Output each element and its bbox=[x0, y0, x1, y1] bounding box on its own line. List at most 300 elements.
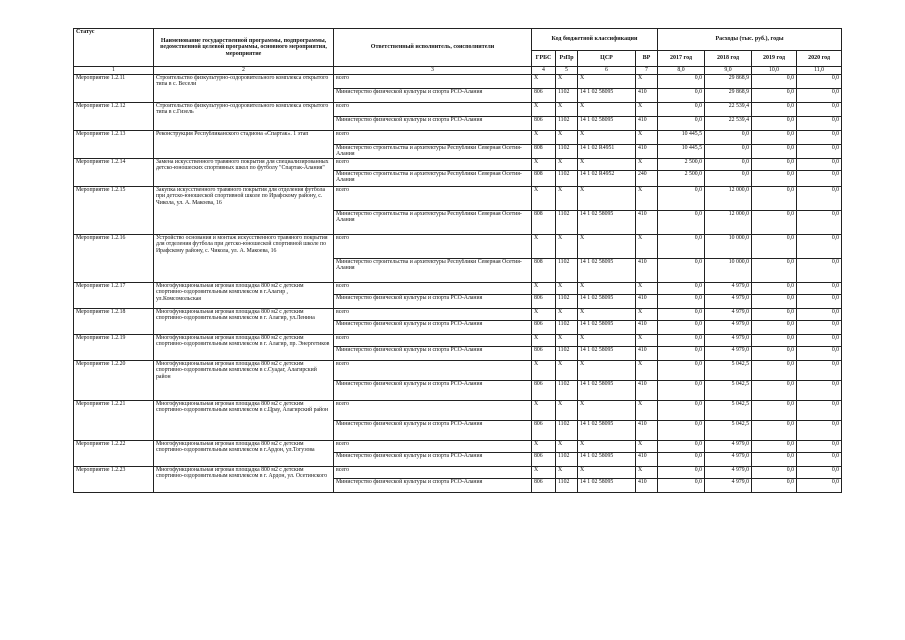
executor-cell: Министерство физической культуры и спорта РСО-Алания bbox=[334, 117, 532, 131]
expense-2019-cell: 0,0 bbox=[752, 401, 797, 421]
csr-cell: X bbox=[578, 361, 636, 381]
expense-2019-cell: 0,0 bbox=[752, 361, 797, 381]
expense-2020-cell: 0,0 bbox=[797, 259, 842, 283]
column-number: 3 bbox=[334, 67, 532, 75]
rzpr-cell: X bbox=[556, 235, 578, 259]
grbs-cell: 806 bbox=[532, 421, 556, 441]
vr-cell: 410 bbox=[636, 295, 658, 309]
name-cell: Замена искусственного травяного покрытия для специализированных детско-юношеских спортивных школ по футболу "Спартак-Алания" bbox=[154, 159, 334, 187]
grbs-cell: X bbox=[532, 283, 556, 295]
expense-2018-cell: 4 979,0 bbox=[705, 321, 752, 335]
rzpr-cell: X bbox=[556, 361, 578, 381]
expense-2020-cell: 0,0 bbox=[797, 467, 842, 479]
csr-cell: 14 1 02 58095 bbox=[578, 381, 636, 401]
expense-2019-cell: 0,0 bbox=[752, 421, 797, 441]
expense-2018-cell: 10 000,0 bbox=[705, 235, 752, 259]
table-row-total bbox=[74, 159, 842, 171]
status-cell: Мероприятие 1.2.17 bbox=[74, 283, 154, 309]
status-cell: Мероприятие 1.2.23 bbox=[74, 467, 154, 493]
vr-cell: X bbox=[636, 467, 658, 479]
grbs-cell: 806 bbox=[532, 381, 556, 401]
vr-cell: X bbox=[636, 103, 658, 117]
rzpr-cell: 1102 bbox=[556, 421, 578, 441]
expense-2020-cell: 0,0 bbox=[797, 453, 842, 467]
executor-cell: всего bbox=[334, 309, 532, 321]
rzpr-cell: X bbox=[556, 131, 578, 145]
table-row-total bbox=[74, 441, 842, 453]
expense-2019-cell: 0,0 bbox=[752, 117, 797, 131]
expense-2019-cell: 0,0 bbox=[752, 381, 797, 401]
expense-2019-cell: 0,0 bbox=[752, 309, 797, 321]
csr-cell: X bbox=[578, 235, 636, 259]
table-header bbox=[74, 29, 842, 75]
grbs-cell: 806 bbox=[532, 479, 556, 493]
expense-2020-cell: 0,0 bbox=[797, 321, 842, 335]
grbs-cell: 808 bbox=[532, 211, 556, 235]
expense-2020-cell: 0,0 bbox=[797, 283, 842, 295]
header-expenses: Расходы (тыс. руб.), годы bbox=[658, 29, 842, 51]
executor-cell: всего bbox=[334, 283, 532, 295]
table-row-total bbox=[74, 131, 842, 145]
document-page bbox=[73, 28, 841, 609]
expense-2018-cell: 4 979,0 bbox=[705, 295, 752, 309]
vr-cell: 410 bbox=[636, 211, 658, 235]
expense-2020-cell: 0,0 bbox=[797, 361, 842, 381]
expense-2018-cell: 29 868,9 bbox=[705, 89, 752, 103]
grbs-cell: X bbox=[532, 441, 556, 453]
csr-cell: X bbox=[578, 467, 636, 479]
expense-2017-cell: 10 445,5 bbox=[658, 145, 705, 159]
header-year-2017: 2017 год bbox=[658, 51, 705, 67]
expense-2017-cell: 0,0 bbox=[658, 321, 705, 335]
csr-cell: X bbox=[578, 159, 636, 171]
vr-cell: X bbox=[636, 335, 658, 347]
table-body bbox=[74, 75, 842, 493]
csr-cell: 14 1 02 58095 bbox=[578, 117, 636, 131]
status-cell: Мероприятие 1.2.16 bbox=[74, 235, 154, 283]
expense-2018-cell: 4 979,0 bbox=[705, 453, 752, 467]
csr-cell: X bbox=[578, 75, 636, 89]
executor-cell: всего bbox=[334, 335, 532, 347]
header-rzpr: РзПр bbox=[556, 51, 578, 67]
expense-2018-cell: 22 539,4 bbox=[705, 103, 752, 117]
name-cell: Устройство основания и монтаж искусственного травяного покрытия для отделения футбола при детско-юношеской спортивной школе по Ирафскому району, с. Чикола, ул. А. Макоева, 16 bbox=[154, 235, 334, 283]
executor-cell: Министерство строительства и архитектуры Республики Северная Осетия-Алания bbox=[334, 145, 532, 159]
header-year-2019: 2019 год bbox=[752, 51, 797, 67]
name-cell: Многофункциональная игровая площадка 800 м2 с детским спортивно-оздоровительным комплексом в г.Ардон, ул.Тогузова bbox=[154, 441, 334, 467]
expense-2020-cell: 0,0 bbox=[797, 235, 842, 259]
executor-cell: Министерство физической культуры и спорта РСО-Алания bbox=[334, 453, 532, 467]
grbs-cell: 808 bbox=[532, 171, 556, 187]
expense-2017-cell: 0,0 bbox=[658, 103, 705, 117]
expense-2019-cell: 0,0 bbox=[752, 347, 797, 361]
name-cell: Многофункциональная игровая площадка 800 м2 с детским спортивно-оздоровительным комплексом в г.Алагир , ул.Комсомольская bbox=[154, 283, 334, 309]
expense-2020-cell: 0,0 bbox=[797, 441, 842, 453]
csr-cell: 14 1 02 R4952 bbox=[578, 171, 636, 187]
csr-cell: 14 1 02 R4951 bbox=[578, 145, 636, 159]
expense-2019-cell: 0,0 bbox=[752, 467, 797, 479]
grbs-cell: 808 bbox=[532, 145, 556, 159]
rzpr-cell: X bbox=[556, 103, 578, 117]
expense-2018-cell: 4 979,0 bbox=[705, 441, 752, 453]
csr-cell: 14 1 02 58095 bbox=[578, 211, 636, 235]
name-cell: Строительство физкультурно-оздоровительного комплекса открытого типа в с. Весели bbox=[154, 75, 334, 103]
expense-2020-cell: 0,0 bbox=[797, 309, 842, 321]
status-cell: Мероприятие 1.2.12 bbox=[74, 103, 154, 131]
expense-2020-cell: 0,0 bbox=[797, 347, 842, 361]
grbs-cell: X bbox=[532, 131, 556, 145]
csr-cell: 14 1 02 58095 bbox=[578, 421, 636, 441]
vr-cell: 410 bbox=[636, 347, 658, 361]
budget-table bbox=[73, 28, 842, 493]
executor-cell: Министерство строительства и архитектуры Республики Северная Осетия-Алания bbox=[334, 259, 532, 283]
table-row-total bbox=[74, 309, 842, 321]
expense-2018-cell: 12 000,0 bbox=[705, 187, 752, 211]
expense-2020-cell: 0,0 bbox=[797, 211, 842, 235]
status-cell: Мероприятие 1.2.13 bbox=[74, 131, 154, 159]
name-cell: Многофункциональная игровая площадка 800 м2 с детским спортивно-оздоровительным комплексом в с.Црау, Алагирский район bbox=[154, 401, 334, 441]
grbs-cell: X bbox=[532, 335, 556, 347]
expense-2020-cell: 0,0 bbox=[797, 295, 842, 309]
expense-2018-cell: 4 979,0 bbox=[705, 479, 752, 493]
table-row-total bbox=[74, 361, 842, 381]
expense-2018-cell: 4 979,0 bbox=[705, 335, 752, 347]
expense-2020-cell: 0,0 bbox=[797, 117, 842, 131]
rzpr-cell: X bbox=[556, 309, 578, 321]
status-cell: Мероприятие 1.2.14 bbox=[74, 159, 154, 187]
rzpr-cell: 1102 bbox=[556, 117, 578, 131]
header-name: Наименование государственной программы, подпрограммы, ведомственной целевой программы, основного мероприятия, мероприятие bbox=[154, 29, 334, 67]
rzpr-cell: 1102 bbox=[556, 453, 578, 467]
executor-cell: Министерство физической культуры и спорта РСО-Алания bbox=[334, 89, 532, 103]
vr-cell: X bbox=[636, 187, 658, 211]
expense-2020-cell: 0,0 bbox=[797, 159, 842, 171]
expense-2019-cell: 0,0 bbox=[752, 103, 797, 117]
executor-cell: всего bbox=[334, 159, 532, 171]
name-cell: Многофункциональная игровая площадка 800 м2 с детским спортивно-оздоровительным комплексом в г. Алагир, ул.Ленина bbox=[154, 309, 334, 335]
rzpr-cell: 1102 bbox=[556, 145, 578, 159]
grbs-cell: X bbox=[532, 401, 556, 421]
grbs-cell: 806 bbox=[532, 117, 556, 131]
expense-2020-cell: 0,0 bbox=[797, 401, 842, 421]
expense-2018-cell: 0,0 bbox=[705, 171, 752, 187]
executor-cell: Министерство физической культуры и спорта РСО-Алания bbox=[334, 295, 532, 309]
vr-cell: X bbox=[636, 309, 658, 321]
expense-2019-cell: 0,0 bbox=[752, 479, 797, 493]
rzpr-cell: 1102 bbox=[556, 321, 578, 335]
vr-cell: 410 bbox=[636, 321, 658, 335]
column-numbers-row bbox=[74, 67, 842, 75]
csr-cell: X bbox=[578, 187, 636, 211]
csr-cell: 14 1 02 58095 bbox=[578, 321, 636, 335]
vr-cell: X bbox=[636, 283, 658, 295]
executor-cell: Министерство строительства и архитектуры Республики Северная Осетия-Алания bbox=[334, 211, 532, 235]
table-row-total bbox=[74, 187, 842, 211]
rzpr-cell: X bbox=[556, 441, 578, 453]
status-cell: Мероприятие 1.2.18 bbox=[74, 309, 154, 335]
column-number: 2 bbox=[154, 67, 334, 75]
rzpr-cell: 1102 bbox=[556, 381, 578, 401]
grbs-cell: 806 bbox=[532, 453, 556, 467]
executor-cell: Министерство физической культуры и спорта РСО-Алания bbox=[334, 381, 532, 401]
rzpr-cell: 1102 bbox=[556, 171, 578, 187]
executor-cell: Министерство физической культуры и спорта РСО-Алания bbox=[334, 479, 532, 493]
header-status: Статус bbox=[74, 29, 154, 67]
vr-cell: 410 bbox=[636, 89, 658, 103]
expense-2020-cell: 0,0 bbox=[797, 381, 842, 401]
vr-cell: 410 bbox=[636, 259, 658, 283]
csr-cell: 14 1 02 58095 bbox=[578, 453, 636, 467]
table-row-total bbox=[74, 235, 842, 259]
grbs-cell: X bbox=[532, 159, 556, 171]
vr-cell: 410 bbox=[636, 479, 658, 493]
status-cell: Мероприятие 1.2.22 bbox=[74, 441, 154, 467]
executor-cell: всего bbox=[334, 235, 532, 259]
csr-cell: 14 1 02 58095 bbox=[578, 295, 636, 309]
column-number: 8,0 bbox=[658, 67, 705, 75]
status-cell: Мероприятие 1.2.11 bbox=[74, 75, 154, 103]
status-cell: Мероприятие 1.2.19 bbox=[74, 335, 154, 361]
column-number: 5 bbox=[556, 67, 578, 75]
expense-2018-cell: 22 539,4 bbox=[705, 117, 752, 131]
expense-2017-cell: 0,0 bbox=[658, 335, 705, 347]
expense-2017-cell: 0,0 bbox=[658, 259, 705, 283]
column-number: 1 bbox=[74, 67, 154, 75]
header-csr: ЦСР bbox=[578, 51, 636, 67]
expense-2019-cell: 0,0 bbox=[752, 171, 797, 187]
header-vr: ВР bbox=[636, 51, 658, 67]
expense-2018-cell: 5 042,5 bbox=[705, 381, 752, 401]
csr-cell: X bbox=[578, 309, 636, 321]
vr-cell: X bbox=[636, 159, 658, 171]
executor-cell: всего bbox=[334, 361, 532, 381]
header-year-2020: 2020 год bbox=[797, 51, 842, 67]
rzpr-cell: 1102 bbox=[556, 89, 578, 103]
rzpr-cell: 1102 bbox=[556, 211, 578, 235]
expense-2017-cell: 0,0 bbox=[658, 75, 705, 89]
vr-cell: 410 bbox=[636, 381, 658, 401]
expense-2018-cell: 4 979,0 bbox=[705, 347, 752, 361]
executor-cell: всего bbox=[334, 187, 532, 211]
executor-cell: всего bbox=[334, 131, 532, 145]
expense-2019-cell: 0,0 bbox=[752, 211, 797, 235]
executor-cell: всего bbox=[334, 75, 532, 89]
table-row-total bbox=[74, 75, 842, 89]
executor-cell: всего bbox=[334, 103, 532, 117]
rzpr-cell: 1102 bbox=[556, 479, 578, 493]
header-budget-code: Код бюджетной классификации bbox=[532, 29, 658, 51]
rzpr-cell: X bbox=[556, 467, 578, 479]
vr-cell: X bbox=[636, 131, 658, 145]
expense-2020-cell: 0,0 bbox=[797, 187, 842, 211]
csr-cell: X bbox=[578, 335, 636, 347]
rzpr-cell: X bbox=[556, 75, 578, 89]
rzpr-cell: 1102 bbox=[556, 295, 578, 309]
expense-2017-cell: 0,0 bbox=[658, 295, 705, 309]
executor-cell: всего bbox=[334, 467, 532, 479]
expense-2018-cell: 4 979,0 bbox=[705, 283, 752, 295]
column-number: 9,0 bbox=[705, 67, 752, 75]
csr-cell: X bbox=[578, 283, 636, 295]
csr-cell: X bbox=[578, 401, 636, 421]
expense-2018-cell: 5 042,5 bbox=[705, 421, 752, 441]
name-cell: Многофункциональная игровая площадка 800 м2 с детским спортивно-оздоровительным комплексом в г. Алагир, пр. Энергетиков bbox=[154, 335, 334, 361]
expense-2018-cell: 0,0 bbox=[705, 145, 752, 159]
expense-2020-cell: 0,0 bbox=[797, 103, 842, 117]
expense-2019-cell: 0,0 bbox=[752, 89, 797, 103]
expense-2018-cell: 4 979,0 bbox=[705, 309, 752, 321]
grbs-cell: X bbox=[532, 309, 556, 321]
expense-2017-cell: 0,0 bbox=[658, 467, 705, 479]
expense-2019-cell: 0,0 bbox=[752, 75, 797, 89]
expense-2017-cell: 0,0 bbox=[658, 421, 705, 441]
expense-2020-cell: 0,0 bbox=[797, 75, 842, 89]
expense-2018-cell: 0,0 bbox=[705, 159, 752, 171]
expense-2019-cell: 0,0 bbox=[752, 441, 797, 453]
column-number: 10,0 bbox=[752, 67, 797, 75]
csr-cell: 14 1 02 58095 bbox=[578, 347, 636, 361]
name-cell: Многофункциональная игровая площадка 800 м2 с детским спортивно-оздоровительным комплексом в г. Ардон, ул. Осетинского bbox=[154, 467, 334, 493]
vr-cell: 410 bbox=[636, 421, 658, 441]
expense-2020-cell: 0,0 bbox=[797, 479, 842, 493]
csr-cell: 14 1 02 58095 bbox=[578, 259, 636, 283]
vr-cell: X bbox=[636, 441, 658, 453]
expense-2020-cell: 0,0 bbox=[797, 89, 842, 103]
vr-cell: X bbox=[636, 401, 658, 421]
expense-2017-cell: 0,0 bbox=[658, 347, 705, 361]
expense-2019-cell: 0,0 bbox=[752, 453, 797, 467]
expense-2020-cell: 0,0 bbox=[797, 335, 842, 347]
table-row-total bbox=[74, 335, 842, 347]
header-year-2018: 2018 год bbox=[705, 51, 752, 67]
status-cell: Мероприятие 1.2.15 bbox=[74, 187, 154, 235]
executor-cell: Министерство физической культуры и спорта РСО-Алания bbox=[334, 421, 532, 441]
column-number: 4 bbox=[532, 67, 556, 75]
rzpr-cell: X bbox=[556, 159, 578, 171]
rzpr-cell: X bbox=[556, 401, 578, 421]
rzpr-cell: X bbox=[556, 335, 578, 347]
table-row-total bbox=[74, 467, 842, 479]
name-cell: Закупка искусственного травяного покрытия для отделения футбола при детско-юношеской спортивной школе по Ирафскому району, с. Чикола, ул. А. Макоева, 16 bbox=[154, 187, 334, 235]
expense-2019-cell: 0,0 bbox=[752, 321, 797, 335]
expense-2017-cell: 0,0 bbox=[658, 453, 705, 467]
expense-2018-cell: 5 042,5 bbox=[705, 401, 752, 421]
expense-2020-cell: 0,0 bbox=[797, 145, 842, 159]
expense-2020-cell: 0,0 bbox=[797, 131, 842, 145]
table-row-total bbox=[74, 401, 842, 421]
expense-2017-cell: 0,0 bbox=[658, 117, 705, 131]
expense-2019-cell: 0,0 bbox=[752, 131, 797, 145]
vr-cell: X bbox=[636, 75, 658, 89]
executor-cell: всего bbox=[334, 441, 532, 453]
csr-cell: X bbox=[578, 131, 636, 145]
expense-2019-cell: 0,0 bbox=[752, 335, 797, 347]
grbs-cell: X bbox=[532, 235, 556, 259]
expense-2018-cell: 12 000,0 bbox=[705, 211, 752, 235]
status-cell: Мероприятие 1.2.21 bbox=[74, 401, 154, 441]
expense-2017-cell: 2 500,0 bbox=[658, 171, 705, 187]
column-number: 7 bbox=[636, 67, 658, 75]
expense-2020-cell: 0,0 bbox=[797, 421, 842, 441]
status-cell: Мероприятие 1.2.20 bbox=[74, 361, 154, 401]
vr-cell: 410 bbox=[636, 117, 658, 131]
vr-cell: X bbox=[636, 235, 658, 259]
expense-2019-cell: 0,0 bbox=[752, 295, 797, 309]
expense-2017-cell: 0,0 bbox=[658, 235, 705, 259]
expense-2017-cell: 0,0 bbox=[658, 283, 705, 295]
rzpr-cell: 1102 bbox=[556, 259, 578, 283]
expense-2018-cell: 4 979,0 bbox=[705, 467, 752, 479]
expense-2017-cell: 0,0 bbox=[658, 381, 705, 401]
expense-2017-cell: 0,0 bbox=[658, 441, 705, 453]
table-row-total bbox=[74, 283, 842, 295]
csr-cell: 14 1 02 58095 bbox=[578, 479, 636, 493]
name-cell: Многофункциональная игровая площадка 800 м2 с детским спортивно-оздоровительным комплексом в с.Суадаг, Алагирский район bbox=[154, 361, 334, 401]
column-number: 11,0 bbox=[797, 67, 842, 75]
expense-2017-cell: 0,0 bbox=[658, 211, 705, 235]
name-cell: Реконструкция Республиканского стадиона «Спартак». 1 этап bbox=[154, 131, 334, 159]
grbs-cell: 806 bbox=[532, 89, 556, 103]
header-grbs: ГРБС bbox=[532, 51, 556, 67]
expense-2017-cell: 0,0 bbox=[658, 89, 705, 103]
expense-2018-cell: 29 868,9 bbox=[705, 75, 752, 89]
executor-cell: Министерство строительства и архитектуры Республики Северная Осетия-Алания bbox=[334, 171, 532, 187]
rzpr-cell: X bbox=[556, 187, 578, 211]
grbs-cell: 806 bbox=[532, 347, 556, 361]
expense-2017-cell: 2 500,0 bbox=[658, 159, 705, 171]
executor-cell: Министерство физической культуры и спорта РСО-Алания bbox=[334, 321, 532, 335]
grbs-cell: 806 bbox=[532, 295, 556, 309]
vr-cell: 410 bbox=[636, 453, 658, 467]
rzpr-cell: 1102 bbox=[556, 347, 578, 361]
grbs-cell: X bbox=[532, 361, 556, 381]
expense-2017-cell: 0,0 bbox=[658, 479, 705, 493]
table-row-total bbox=[74, 103, 842, 117]
expense-2018-cell: 10 000,0 bbox=[705, 259, 752, 283]
expense-2019-cell: 0,0 bbox=[752, 235, 797, 259]
grbs-cell: X bbox=[532, 75, 556, 89]
expense-2018-cell: 0,0 bbox=[705, 131, 752, 145]
expense-2018-cell: 5 042,5 bbox=[705, 361, 752, 381]
expense-2020-cell: 0,0 bbox=[797, 171, 842, 187]
executor-cell: всего bbox=[334, 401, 532, 421]
csr-cell: X bbox=[578, 103, 636, 117]
expense-2019-cell: 0,0 bbox=[752, 145, 797, 159]
expense-2019-cell: 0,0 bbox=[752, 159, 797, 171]
executor-cell: Министерство физической культуры и спорта РСО-Алания bbox=[334, 347, 532, 361]
vr-cell: 240 bbox=[636, 171, 658, 187]
grbs-cell: X bbox=[532, 187, 556, 211]
expense-2019-cell: 0,0 bbox=[752, 187, 797, 211]
grbs-cell: 806 bbox=[532, 321, 556, 335]
expense-2019-cell: 0,0 bbox=[752, 283, 797, 295]
expense-2017-cell: 0,0 bbox=[658, 187, 705, 211]
expense-2017-cell: 0,0 bbox=[658, 401, 705, 421]
expense-2017-cell: 0,0 bbox=[658, 361, 705, 381]
vr-cell: 410 bbox=[636, 145, 658, 159]
grbs-cell: X bbox=[532, 467, 556, 479]
name-cell: Строительство физкультурно-оздоровительного комплекса открытого типа в с.Гизель bbox=[154, 103, 334, 131]
csr-cell: 14 1 02 58095 bbox=[578, 89, 636, 103]
expense-2019-cell: 0,0 bbox=[752, 259, 797, 283]
header-responsible: Ответственный исполнитель, соисполнители bbox=[334, 29, 532, 67]
vr-cell: X bbox=[636, 361, 658, 381]
grbs-cell: 808 bbox=[532, 259, 556, 283]
expense-2017-cell: 0,0 bbox=[658, 309, 705, 321]
grbs-cell: X bbox=[532, 103, 556, 117]
rzpr-cell: X bbox=[556, 283, 578, 295]
column-number: 6 bbox=[578, 67, 636, 75]
